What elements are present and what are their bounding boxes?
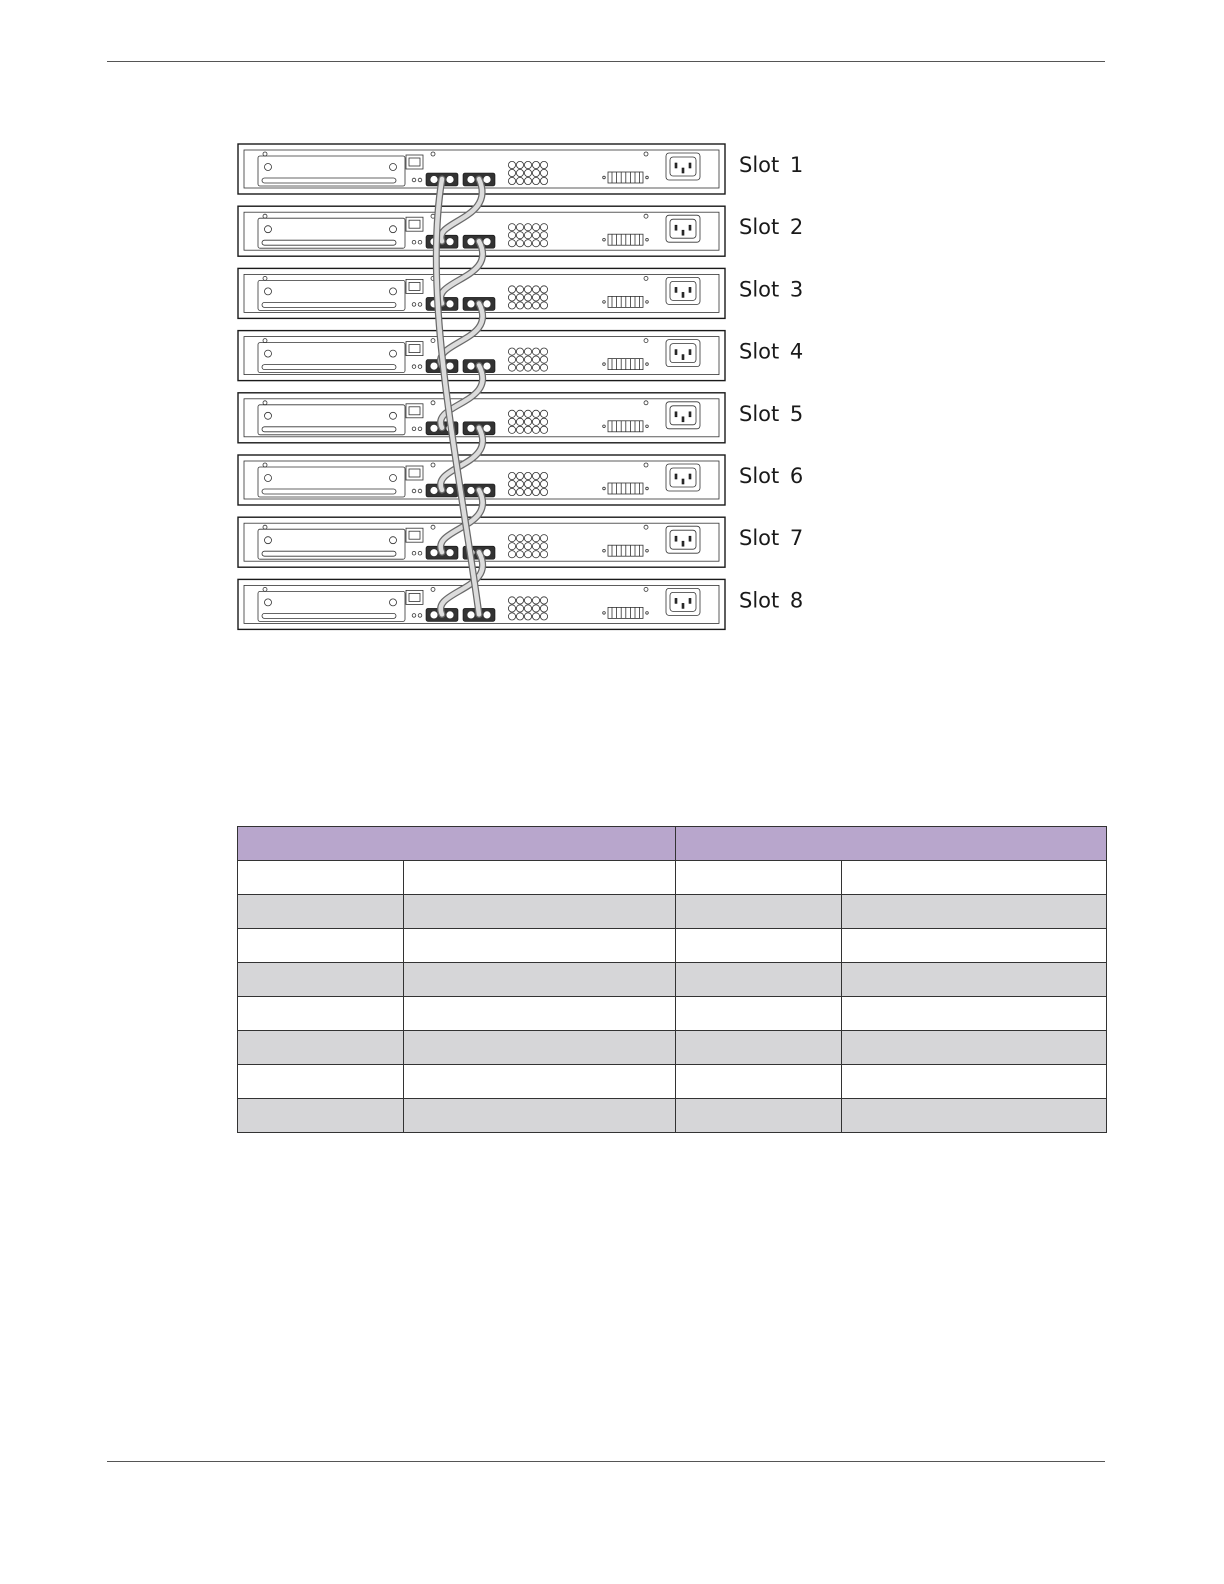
slot-label: Slot 6 [739,464,804,488]
connector-icon [446,611,454,619]
table-cell [238,895,404,929]
switch-unit [238,579,725,629]
slot-table [237,826,1107,1133]
pin-icon [675,350,677,355]
table-cell [238,1099,404,1133]
pin-icon [675,474,677,479]
table-cell [842,963,1107,997]
pin-icon [675,163,677,168]
mgmt-port [406,217,423,231]
table-cell [842,1031,1107,1065]
table-cell [842,997,1107,1031]
mgmt-port [406,528,423,542]
table-header-row [238,827,1107,861]
table-cell [676,963,842,997]
connector-icon [446,176,454,184]
table-cell [404,963,676,997]
pin-icon [682,603,684,608]
slot-label: Slot 3 [739,277,804,302]
pin-icon [689,474,691,479]
connector-icon [446,238,454,246]
slot-label: Slot 7 [739,526,804,551]
connector-icon [446,487,454,495]
pin-icon [689,350,691,355]
pin-icon [689,163,691,168]
table-cell [676,861,842,895]
table-cell [238,1031,404,1065]
table-row [238,1099,1107,1133]
table-cell [238,861,404,895]
table-cell [676,1099,842,1133]
table-cell [404,895,676,929]
connector-icon [483,611,491,619]
mgmt-port [406,279,423,293]
slot-label: Slot 2 [739,215,804,240]
connector-icon [467,176,475,184]
pin-icon [675,287,677,292]
table-row [238,1065,1107,1099]
table-cell [238,929,404,963]
connector-icon [430,611,438,619]
table-cell [238,1065,404,1099]
table-cell [404,861,676,895]
connector-icon [430,487,438,495]
mgmt-port [406,590,423,604]
table-cell [676,929,842,963]
pin-icon [689,598,691,603]
table-cell [676,1065,842,1099]
table-cell [676,1031,842,1065]
pin-icon [675,225,677,230]
pin-icon [689,287,691,292]
table-row [238,1031,1107,1065]
mgmt-port [406,404,423,418]
table-row [238,861,1107,895]
mgmt-port [406,342,423,356]
pin-icon [682,355,684,360]
connector-icon [430,176,438,184]
connector-icon [446,549,454,557]
connector-icon [467,362,475,370]
table-cell [842,895,1107,929]
pin-icon [682,541,684,546]
connector-icon [483,176,491,184]
slot-label: Slot 4 [739,339,804,364]
unit-outer-frame [238,579,725,629]
pin-icon [682,292,684,297]
table-cell [676,997,842,1031]
connector-icon [467,487,475,495]
mgmt-port [406,466,423,480]
table-cell [238,997,404,1031]
pin-icon [689,412,691,417]
table-row [238,929,1107,963]
footer-rule [107,1461,1105,1462]
pin-icon [675,412,677,417]
connector-icon [467,300,475,308]
connector-icon [467,424,475,432]
slot-label: Slot 8 [739,588,804,613]
table-cell [404,1099,676,1133]
pin-icon [682,417,684,422]
table-cell [238,963,404,997]
table-cell [404,1065,676,1099]
connector-icon [430,362,438,370]
pin-icon [682,168,684,173]
slot-label: Slot 5 [739,401,804,426]
header-rule [107,61,1105,62]
table-cell [404,997,676,1031]
mgmt-port [406,155,423,169]
pin-icon [689,225,691,230]
connector-icon [467,611,475,619]
connector-icon [467,238,475,246]
pin-icon [675,598,677,603]
table-cell [404,929,676,963]
pin-icon [675,536,677,541]
table-header-left [238,827,676,861]
table-cell [404,1031,676,1065]
pin-icon [682,479,684,484]
table-header-right [676,827,1107,861]
pin-icon [682,230,684,235]
table-cell [842,1065,1107,1099]
table-cell [842,1099,1107,1133]
stacking-diagram [230,135,830,640]
pin-icon [689,536,691,541]
table-row [238,997,1107,1031]
connector-icon [430,549,438,557]
table-row [238,963,1107,997]
connector-icon [446,300,454,308]
slot-label: Slot 1 [739,153,804,177]
connector-icon [430,424,438,432]
table-cell [842,929,1107,963]
connector-icon [446,362,454,370]
table-cell [676,895,842,929]
table-row [238,895,1107,929]
table-cell [842,861,1107,895]
